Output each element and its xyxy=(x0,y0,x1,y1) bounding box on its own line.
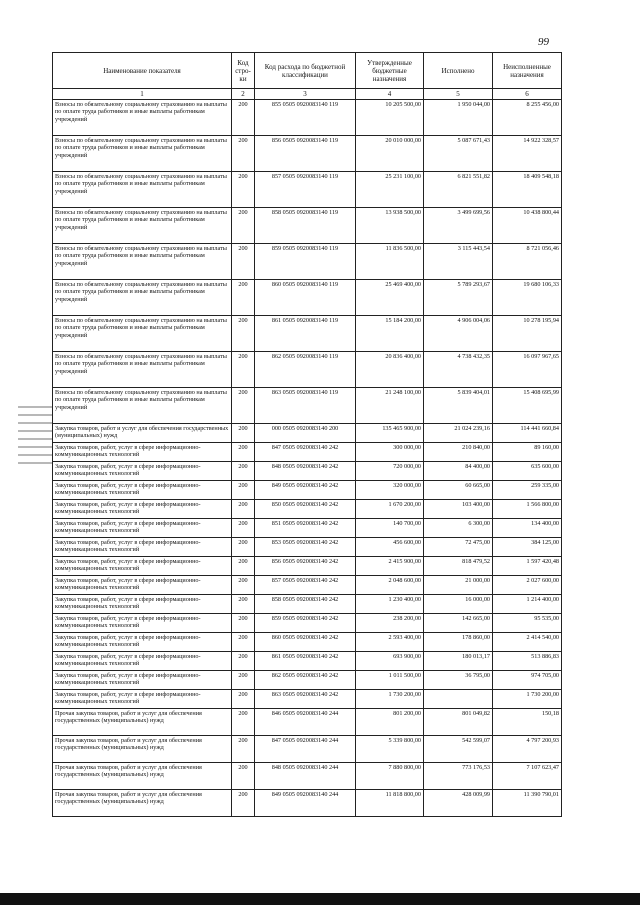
row-unexecuted: 635 600,00 xyxy=(493,462,562,481)
table-row xyxy=(53,481,562,500)
table-row xyxy=(53,790,562,817)
row-budget-code: 847 0505 0920083140 242 xyxy=(255,443,356,462)
row-budget-code: 856 0505 0920083140 242 xyxy=(255,557,356,576)
row-approved: 1 670 200,00 xyxy=(356,500,424,519)
row-name: Закупка товаров, работ, услуг в сфере информационно-коммуникационных технологий xyxy=(53,462,232,481)
header-approved: Утвержденные бюджетные назначения xyxy=(356,53,424,89)
row-executed: 6 300,00 xyxy=(424,519,493,538)
row-line-code: 200 xyxy=(232,652,255,671)
row-unexecuted: 7 107 623,47 xyxy=(493,763,562,790)
row-name: Закупка товаров, работ, услуг в сфере информационно-коммуникационных технологий xyxy=(53,443,232,462)
row-line-code: 200 xyxy=(232,481,255,500)
row-executed: 16 000,00 xyxy=(424,595,493,614)
row-line-code: 200 xyxy=(232,557,255,576)
row-unexecuted: 384 125,00 xyxy=(493,538,562,557)
row-unexecuted: 150,18 xyxy=(493,709,562,736)
row-approved: 11 836 500,00 xyxy=(356,244,424,280)
row-budget-code: 849 0505 0920083140 244 xyxy=(255,790,356,817)
header-executed: Исполнено xyxy=(424,53,493,89)
row-approved: 5 339 800,00 xyxy=(356,736,424,763)
row-approved: 693 900,00 xyxy=(356,652,424,671)
row-executed: 801 049,82 xyxy=(424,709,493,736)
row-name: Взносы по обязательному социальному страхованию на выплаты по оплате труда работников и иные выплаты работникам учреждений xyxy=(53,100,232,136)
row-name: Закупка товаров, работ, услуг в сфере информационно-коммуникационных технологий xyxy=(53,500,232,519)
row-unexecuted: 95 535,00 xyxy=(493,614,562,633)
row-budget-code: 849 0505 0920083140 242 xyxy=(255,481,356,500)
row-approved: 300 000,00 xyxy=(356,443,424,462)
row-name: Закупка товаров, работ, услуг в сфере информационно-коммуникационных технологий xyxy=(53,538,232,557)
row-line-code: 200 xyxy=(232,462,255,481)
row-unexecuted: 1 566 800,00 xyxy=(493,500,562,519)
row-line-code: 200 xyxy=(232,763,255,790)
row-name: Прочая закупка товаров, работ и услуг для обеспечения государственных (муниципальных) нужд xyxy=(53,763,232,790)
row-line-code: 200 xyxy=(232,316,255,352)
row-unexecuted: 10 278 195,94 xyxy=(493,316,562,352)
table-row xyxy=(53,614,562,633)
row-line-code: 200 xyxy=(232,709,255,736)
row-name: Закупка товаров, работ, услуг в сфере информационно-коммуникационных технологий xyxy=(53,576,232,595)
table-row xyxy=(53,690,562,709)
row-name: Прочая закупка товаров, работ и услуг для обеспечения государственных (муниципальных) нужд xyxy=(53,736,232,763)
row-budget-code: 855 0505 0920083140 119 xyxy=(255,100,356,136)
row-approved: 15 184 200,00 xyxy=(356,316,424,352)
row-budget-code: 853 0505 0920083140 242 xyxy=(255,538,356,557)
row-name: Взносы по обязательному социальному страхованию на выплаты по оплате труда работников и иные выплаты работникам учреждений xyxy=(53,208,232,244)
row-name: Закупка товаров, работ, услуг в сфере информационно-коммуникационных технологий xyxy=(53,633,232,652)
row-unexecuted: 259 335,00 xyxy=(493,481,562,500)
page-number: 99 xyxy=(538,36,549,48)
row-unexecuted: 15 408 695,99 xyxy=(493,388,562,424)
table-row xyxy=(53,557,562,576)
row-name: Закупка товаров, работ, услуг в сфере информационно-коммуникационных технологий xyxy=(53,481,232,500)
row-unexecuted: 134 400,00 xyxy=(493,519,562,538)
table-row xyxy=(53,136,562,172)
row-line-code: 200 xyxy=(232,208,255,244)
table-row xyxy=(53,462,562,481)
row-approved: 1 730 200,00 xyxy=(356,690,424,709)
row-executed: 542 599,07 xyxy=(424,736,493,763)
row-name: Закупка товаров, работ, услуг в сфере информационно-коммуникационных технологий xyxy=(53,652,232,671)
col-index: 3 xyxy=(255,89,356,100)
row-approved: 320 000,00 xyxy=(356,481,424,500)
table-row xyxy=(53,316,562,352)
scan-edge xyxy=(0,893,640,905)
row-name: Прочая закупка товаров, работ и услуг для обеспечения государственных (муниципальных) нужд xyxy=(53,709,232,736)
row-approved: 10 205 500,00 xyxy=(356,100,424,136)
row-budget-code: 858 0505 0920083140 119 xyxy=(255,208,356,244)
row-budget-code: 857 0505 0920083140 242 xyxy=(255,576,356,595)
row-line-code: 200 xyxy=(232,633,255,652)
row-budget-code: 863 0505 0920083140 242 xyxy=(255,690,356,709)
col-index: 2 xyxy=(232,89,255,100)
row-name: Взносы по обязательному социальному страхованию на выплаты по оплате труда работников и иные выплаты работникам учреждений xyxy=(53,244,232,280)
row-executed: 5 087 671,43 xyxy=(424,136,493,172)
row-approved: 238 200,00 xyxy=(356,614,424,633)
row-approved: 13 938 500,00 xyxy=(356,208,424,244)
row-executed: 60 665,00 xyxy=(424,481,493,500)
table-row xyxy=(53,172,562,208)
row-executed: 3 499 699,56 xyxy=(424,208,493,244)
row-unexecuted: 8 255 456,00 xyxy=(493,100,562,136)
budget-report-table xyxy=(52,52,562,817)
row-approved: 20 836 400,00 xyxy=(356,352,424,388)
row-line-code: 200 xyxy=(232,280,255,316)
row-executed: 180 013,17 xyxy=(424,652,493,671)
row-line-code: 200 xyxy=(232,100,255,136)
row-executed: 21 000,00 xyxy=(424,576,493,595)
row-name: Прочая закупка товаров, работ и услуг для обеспечения государственных (муниципальных) нужд xyxy=(53,790,232,817)
row-approved: 135 465 900,00 xyxy=(356,424,424,443)
row-unexecuted: 18 409 548,18 xyxy=(493,172,562,208)
row-line-code: 200 xyxy=(232,352,255,388)
table-body xyxy=(53,100,562,817)
row-executed: 178 860,00 xyxy=(424,633,493,652)
row-budget-code: 846 0505 0920083140 244 xyxy=(255,709,356,736)
row-budget-code: 860 0505 0920083140 242 xyxy=(255,633,356,652)
header-budget-code: Код расхода по бюджетной классификации xyxy=(255,53,356,89)
row-unexecuted: 1 214 400,00 xyxy=(493,595,562,614)
row-executed: 72 475,00 xyxy=(424,538,493,557)
table-row xyxy=(53,443,562,462)
row-line-code: 200 xyxy=(232,244,255,280)
row-unexecuted: 11 390 790,01 xyxy=(493,790,562,817)
table-row xyxy=(53,208,562,244)
row-budget-code: 860 0505 0920083140 119 xyxy=(255,280,356,316)
row-budget-code: 861 0505 0920083140 242 xyxy=(255,652,356,671)
row-approved: 1 230 400,00 xyxy=(356,595,424,614)
row-approved: 2 593 400,00 xyxy=(356,633,424,652)
col-index: 1 xyxy=(53,89,232,100)
row-executed: 3 115 443,54 xyxy=(424,244,493,280)
row-budget-code: 851 0505 0920083140 242 xyxy=(255,519,356,538)
table-row xyxy=(53,500,562,519)
row-unexecuted: 1 730 200,00 xyxy=(493,690,562,709)
table-row xyxy=(53,388,562,424)
row-name: Закупка товаров, работ, услуг в сфере информационно-коммуникационных технологий xyxy=(53,595,232,614)
row-approved: 1 011 500,00 xyxy=(356,671,424,690)
row-line-code: 200 xyxy=(232,424,255,443)
row-budget-code: 000 0505 0920083140 200 xyxy=(255,424,356,443)
row-line-code: 200 xyxy=(232,500,255,519)
row-budget-code: 856 0505 0920083140 119 xyxy=(255,136,356,172)
row-line-code: 200 xyxy=(232,388,255,424)
row-approved: 11 818 800,00 xyxy=(356,790,424,817)
col-index: 5 xyxy=(424,89,493,100)
row-name: Взносы по обязательному социальному страхованию на выплаты по оплате труда работников и иные выплаты работникам учреждений xyxy=(53,316,232,352)
row-budget-code: 848 0505 0920083140 242 xyxy=(255,462,356,481)
table-row xyxy=(53,280,562,316)
row-executed: 1 950 044,00 xyxy=(424,100,493,136)
row-executed: 103 400,00 xyxy=(424,500,493,519)
table-row xyxy=(53,633,562,652)
table-row xyxy=(53,736,562,763)
table-header-row xyxy=(53,53,562,89)
row-name: Взносы по обязательному социальному страхованию на выплаты по оплате труда работников и иные выплаты работникам учреждений xyxy=(53,136,232,172)
table-row xyxy=(53,538,562,557)
row-name: Закупка товаров, работ и услуг для обеспечения государственных (муниципальных) нужд xyxy=(53,424,232,443)
row-unexecuted: 2 414 540,00 xyxy=(493,633,562,652)
row-unexecuted: 114 441 660,84 xyxy=(493,424,562,443)
row-unexecuted: 2 027 600,00 xyxy=(493,576,562,595)
row-approved: 720 000,00 xyxy=(356,462,424,481)
table-row xyxy=(53,763,562,790)
row-unexecuted: 1 597 420,48 xyxy=(493,557,562,576)
row-unexecuted: 513 886,83 xyxy=(493,652,562,671)
row-line-code: 200 xyxy=(232,172,255,208)
table-row xyxy=(53,595,562,614)
row-approved: 21 248 100,00 xyxy=(356,388,424,424)
row-name: Взносы по обязательному социальному страхованию на выплаты по оплате труда работников и иные выплаты работникам учреждений xyxy=(53,280,232,316)
row-approved: 140 700,00 xyxy=(356,519,424,538)
row-executed: 4 906 004,06 xyxy=(424,316,493,352)
row-approved: 801 200,00 xyxy=(356,709,424,736)
table-row xyxy=(53,352,562,388)
row-executed: 818 479,52 xyxy=(424,557,493,576)
row-name: Закупка товаров, работ, услуг в сфере информационно-коммуникационных технологий xyxy=(53,690,232,709)
row-line-code: 200 xyxy=(232,538,255,557)
header-line-code: Код стро-ки xyxy=(232,53,255,89)
row-executed: 6 821 551,82 xyxy=(424,172,493,208)
row-name: Закупка товаров, работ, услуг в сфере информационно-коммуникационных технологий xyxy=(53,671,232,690)
row-executed: 773 176,53 xyxy=(424,763,493,790)
row-budget-code: 850 0505 0920083140 242 xyxy=(255,500,356,519)
row-executed: 5 789 293,67 xyxy=(424,280,493,316)
row-approved: 20 010 000,00 xyxy=(356,136,424,172)
row-executed: 84 400,00 xyxy=(424,462,493,481)
row-approved: 25 469 400,00 xyxy=(356,280,424,316)
row-approved: 7 880 800,00 xyxy=(356,763,424,790)
row-executed: 4 738 432,35 xyxy=(424,352,493,388)
header-unexecuted: Неисполненные назначения xyxy=(493,53,562,89)
table-row xyxy=(53,709,562,736)
row-budget-code: 858 0505 0920083140 242 xyxy=(255,595,356,614)
row-name: Взносы по обязательному социальному страхованию на выплаты по оплате труда работников и иные выплаты работникам учреждений xyxy=(53,172,232,208)
table-row xyxy=(53,424,562,443)
column-index-row xyxy=(53,89,562,100)
table-row xyxy=(53,519,562,538)
row-line-code: 200 xyxy=(232,736,255,763)
row-approved: 2 415 900,00 xyxy=(356,557,424,576)
row-executed: 142 665,00 xyxy=(424,614,493,633)
table-row xyxy=(53,244,562,280)
col-index: 4 xyxy=(356,89,424,100)
row-line-code: 200 xyxy=(232,519,255,538)
row-approved: 25 231 100,00 xyxy=(356,172,424,208)
row-unexecuted: 19 680 106,33 xyxy=(493,280,562,316)
row-line-code: 200 xyxy=(232,595,255,614)
row-line-code: 200 xyxy=(232,790,255,817)
row-budget-code: 848 0505 0920083140 244 xyxy=(255,763,356,790)
row-line-code: 200 xyxy=(232,443,255,462)
row-name: Закупка товаров, работ, услуг в сфере информационно-коммуникационных технологий xyxy=(53,519,232,538)
table-row xyxy=(53,576,562,595)
row-budget-code: 862 0505 0920083140 119 xyxy=(255,352,356,388)
row-line-code: 200 xyxy=(232,576,255,595)
row-executed xyxy=(424,690,493,709)
margin-annotations xyxy=(18,400,52,470)
row-unexecuted: 8 721 056,46 xyxy=(493,244,562,280)
row-unexecuted: 14 922 328,57 xyxy=(493,136,562,172)
row-budget-code: 862 0505 0920083140 242 xyxy=(255,671,356,690)
row-budget-code: 861 0505 0920083140 119 xyxy=(255,316,356,352)
table-row xyxy=(53,671,562,690)
row-approved: 2 048 600,00 xyxy=(356,576,424,595)
row-name: Взносы по обязательному социальному страхованию на выплаты по оплате труда работников и иные выплаты работникам учреждений xyxy=(53,352,232,388)
row-approved: 456 600,00 xyxy=(356,538,424,557)
row-name: Закупка товаров, работ, услуг в сфере информационно-коммуникационных технологий xyxy=(53,614,232,633)
row-budget-code: 847 0505 0920083140 244 xyxy=(255,736,356,763)
table-row xyxy=(53,652,562,671)
row-budget-code: 863 0505 0920083140 119 xyxy=(255,388,356,424)
row-line-code: 200 xyxy=(232,671,255,690)
row-name: Закупка товаров, работ, услуг в сфере информационно-коммуникационных технологий xyxy=(53,557,232,576)
row-executed: 210 840,00 xyxy=(424,443,493,462)
col-index: 6 xyxy=(493,89,562,100)
row-line-code: 200 xyxy=(232,614,255,633)
row-unexecuted: 974 705,00 xyxy=(493,671,562,690)
row-unexecuted: 16 097 967,65 xyxy=(493,352,562,388)
header-name: Наименование показателя xyxy=(53,53,232,89)
row-name: Взносы по обязательному социальному страхованию на выплаты по оплате труда работников и иные выплаты работникам учреждений xyxy=(53,388,232,424)
row-budget-code: 859 0505 0920083140 242 xyxy=(255,614,356,633)
table-row xyxy=(53,100,562,136)
row-unexecuted: 10 438 800,44 xyxy=(493,208,562,244)
row-budget-code: 859 0505 0920083140 119 xyxy=(255,244,356,280)
row-executed: 428 009,99 xyxy=(424,790,493,817)
row-executed: 36 795,00 xyxy=(424,671,493,690)
row-budget-code: 857 0505 0920083140 119 xyxy=(255,172,356,208)
row-executed: 5 839 404,01 xyxy=(424,388,493,424)
row-line-code: 200 xyxy=(232,136,255,172)
row-unexecuted: 4 797 200,93 xyxy=(493,736,562,763)
row-unexecuted: 89 160,00 xyxy=(493,443,562,462)
row-executed: 21 024 239,16 xyxy=(424,424,493,443)
row-line-code: 200 xyxy=(232,690,255,709)
